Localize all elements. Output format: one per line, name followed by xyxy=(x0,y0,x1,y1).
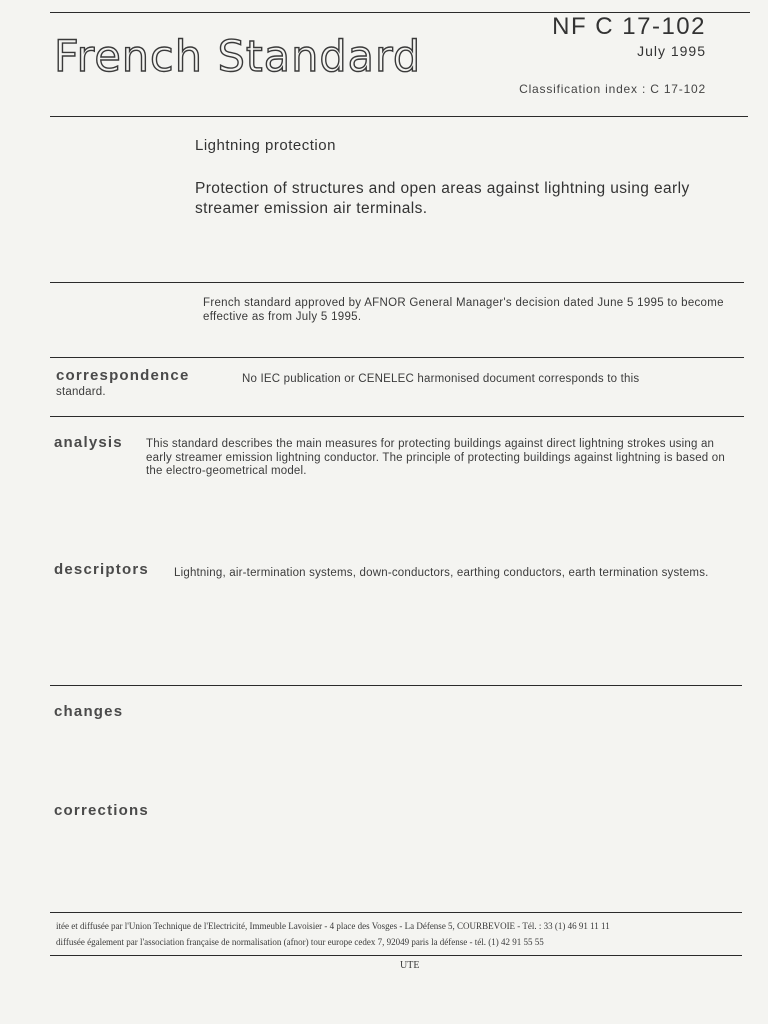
classification-index: Classification index : C 17-102 xyxy=(519,82,706,96)
footer-distribution-line: diffusée également par l'association française de normalisation (afnor) tour europe cedex 7, 92049 paris la défense - tél. (1) 42 91 55 55 xyxy=(56,937,544,947)
correspondence-text-line1: No IEC publication or CENELEC harmonised document corresponds to this xyxy=(242,373,640,385)
footer-publisher-line: itée et diffusée par l'Union Technique de l'Electricité, Immeuble Lavoisier - 4 place des Vosges - La Défense 5, COURBEVOIE - Tél. : 33 (1) 46 91 11 11 xyxy=(56,921,610,931)
analysis-label: analysis xyxy=(54,434,123,451)
descriptors-rule xyxy=(50,685,742,686)
standard-number: NF C 17-102 xyxy=(552,13,706,40)
footer-bottom-rule xyxy=(50,955,742,956)
correspondence-text-line2: standard. xyxy=(56,386,106,398)
footer-top-rule xyxy=(50,912,742,913)
header-rule xyxy=(50,116,748,117)
publication-date: July 1995 xyxy=(637,43,706,59)
publisher-mark: UTE xyxy=(400,960,420,971)
title-rule xyxy=(50,282,744,283)
subject-heading: Lightning protection xyxy=(195,137,336,154)
correspondence-label: correspondence xyxy=(56,367,190,384)
changes-label: changes xyxy=(54,703,124,720)
standard-description-title: Protection of structures and open areas against lightning using early streamer emission air terminals. xyxy=(195,180,690,217)
correspondence-rule xyxy=(50,416,744,417)
document-title: French Standard xyxy=(54,32,422,82)
approval-statement: French standard approved by AFNOR General Manager's decision dated June 5 1995 to become effective as from July 5 1995. xyxy=(203,297,724,323)
descriptors-text: Lightning, air-termination systems, down-conductors, earthing conductors, earth termination systems. xyxy=(174,567,709,579)
descriptors-label: descriptors xyxy=(54,561,149,578)
corrections-label: corrections xyxy=(54,802,149,819)
approval-rule xyxy=(50,357,744,358)
analysis-text: This standard describes the main measures for protecting buildings against direct lightning strokes using an early streamer emission lightning conductor. The principle of protecting buildings against lightning is based on the electro-geometrical model. xyxy=(146,438,725,477)
